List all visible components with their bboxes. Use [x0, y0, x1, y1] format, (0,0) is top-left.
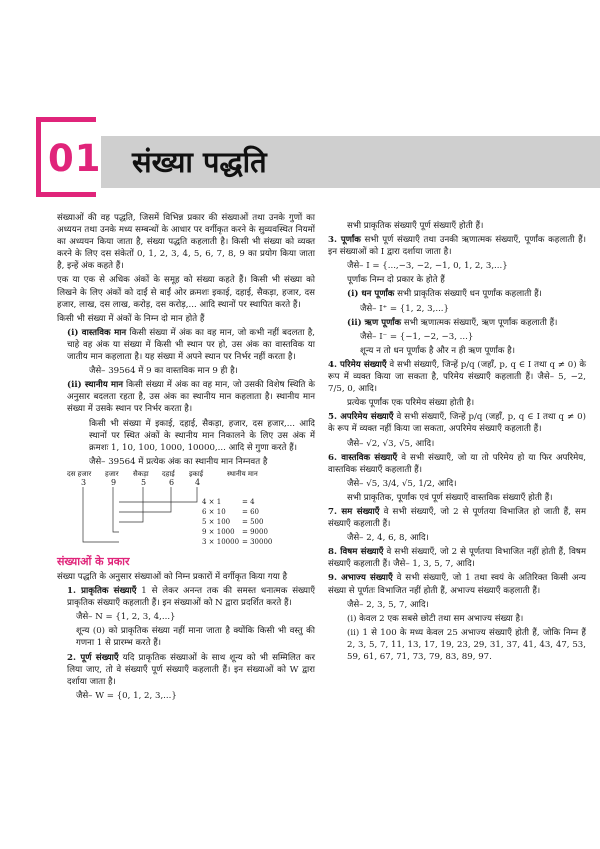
rational-numbers-label: 4. परिमेय संख्याएँ — [328, 359, 387, 370]
integers-label: 3. पूर्णांक — [328, 235, 361, 246]
even-numbers-text: वे सभी संख्याएँ, जो 2 से पूर्णतया विभाजित हो जाती हैं, सम संख्याएँ कहलाती हैं। — [328, 506, 587, 530]
real-numbers-note: सभी प्राकृतिक, पूर्णांक एवं पूर्ण संख्याएँ वास्तविक संख्याएँ होती हैं। — [347, 492, 553, 503]
prime-numbers-text: वे सभी संख्याएँ, जो 1 तथा स्वयं के अतिरिक्त किसी अन्य संख्या से पूर्णतः विभाजित नहीं होती हैं, अभाज्य संख्याएँ कहलाती हैं। — [328, 573, 586, 596]
negative-integers-label: (ii) ऋण पूर्णांक — [347, 317, 402, 328]
natural-numbers-label: 1. प्राकृतिक संख्याएँ — [67, 586, 137, 597]
prime-numbers-item — [328, 572, 586, 596]
right-column — [328, 220, 586, 665]
whole-numbers-item — [57, 652, 315, 688]
row-value: = 500 — [242, 517, 264, 526]
row-value: = 4 — [242, 497, 255, 506]
digit-6: 6 — [169, 477, 175, 487]
digit-3: 3 — [81, 477, 87, 487]
real-numbers-example: जैसे– √5, 3/4, √5, 1/2, आदि। — [347, 478, 457, 489]
negative-integers-text: सभी ऋणात्मक संख्याएँ, ऋण पूर्णांक कहलाती हैं। — [401, 317, 558, 328]
digit-5: 5 — [141, 477, 147, 487]
row-expr: 6 × 10 — [202, 507, 226, 516]
place-value-item — [57, 379, 315, 415]
natural-numbers-item — [57, 585, 315, 609]
chapter-title: संख्या पद्धति — [132, 145, 267, 179]
intro-paragraph: संख्याओं की वह पद्धति, जिसमें विभिन्न प्रकार की संख्याओं तथा उनके गुणों का अध्ययन तथा उनके मध्य सम्बन्धों के आधार पर वर्गीकृत करने के सुव्यवस्थित नियमों का अध्ययन किया जाता है, संख्या पद्धति कहलाती है। किसी भी संख्या को व्यक्त करने के लिए दस संकेतों 0, 1, 2, 3, 4, 5, 6, 7, 8, 9 का प्रयोग किया जाता है, इन्हें अंक कहते हैं। — [57, 213, 315, 272]
number-definition-paragraph: एक या एक से अधिक अंकों के समूह को संख्या कहते हैं। किसी भी संख्या को लिखने के लिए अंकों को दाईं से बाईं ओर क्रमशः इकाई, दहाई, सैकड़ा, हजार, दस हजार, लाख, दस लाख, करोड़, दस करोड़,... आदि स्थानों पर स्थापित करते हैं। — [57, 275, 315, 310]
odd-numbers-label: 8. विषम संख्याएँ — [328, 547, 384, 558]
even-numbers-label: 7. सम संख्याएँ — [328, 506, 380, 517]
zero-note: शून्य न तो धन पूर्णांक है और न ही ऋण पूर्णांक है। — [360, 345, 515, 356]
face-value-text: किसी संख्या में अंक का वह मान, जो कभी नहीं बदलता है, चाहे वह अंक या संख्या में किसी भी स्थान पर हो, उस अंक का वास्तविक या जातीय मान कहलाता है। यह संख्या में अपने स्थान पर निर्भर नहीं करता है। — [67, 327, 315, 363]
rational-numbers-text: वे सभी संख्याएँ, जिन्हें p/q (जहाँ, p, q ∈ I तथा q ≠ 0) के रूप में व्यक्त किया जा सकता है, परिमेय संख्याएँ कहलाती हैं। जैसे– 5, −2, 7/5, 0, आदि। — [328, 359, 586, 395]
whole-numbers-label: 2. पूर्ण संख्याएँ — [67, 652, 119, 663]
face-value-label: (i) वास्तविक मान — [67, 327, 127, 338]
digit-4: 4 — [195, 477, 201, 487]
positive-integers-item — [328, 288, 586, 300]
whole-numbers-note: सभी प्राकृतिक संख्याएँ पूर्ण संख्याएँ होती हैं। — [347, 221, 484, 231]
header-unit: इकाई — [189, 469, 204, 478]
positive-integers-text: सभी प्राकृतिक संख्याएँ धन पूर्णांक कहलाती हैं। — [394, 289, 542, 300]
row-value: = 9000 — [242, 527, 268, 536]
types-intro: संख्या पद्धति के अनुसार संख्याओं को निम्न प्रकारों में वर्गीकृत किया गया है — [57, 571, 288, 582]
integers-item — [328, 234, 586, 258]
face-value-example: जैसे– 39564 में 9 का वास्तविक मान 9 ही है। — [89, 366, 238, 377]
rational-numbers-item — [328, 359, 586, 395]
natural-numbers-example: जैसे– N = {1, 2, 3, 4,...} — [76, 612, 176, 623]
integers-types: पूर्णांक निम्न दो प्रकार के होते हैं — [347, 275, 445, 286]
place-value-text: किसी संख्या में अंक का वह मान, जो उसकी विशेष स्थिति के अनुसार बदलता रहता है, उस अंक का स्थानीय मान कहलाता है। स्थानीय मान संख्या में उसके स्थान पर निर्भर करता है। — [67, 380, 315, 415]
prime-numbers-example: जैसे– 2, 3, 5, 7, आदि। — [347, 599, 429, 610]
even-numbers-item — [328, 506, 586, 530]
integers-example: जैसे– I = {...,−3, −2, −1, 0, 1, 2, 3,...} — [347, 261, 508, 272]
odd-numbers-item — [328, 546, 586, 570]
real-numbers-item — [328, 452, 586, 476]
row-expr: 5 × 100 — [202, 517, 231, 526]
row-expr: 3 × 10000 — [202, 537, 240, 546]
irrational-numbers-label: 5. अपरिमेय संख्याएँ — [328, 412, 394, 423]
real-numbers-text: वे सभी संख्याएँ, जो या तो परिमेय हो या फिर अपरिमेय, वास्तविक संख्याएँ कहलाती हैं। — [328, 452, 586, 475]
types-heading: संख्याओं के प्रकार — [57, 554, 130, 568]
even-numbers-example: जैसे– 2, 4, 6, 8, आदि। — [347, 533, 429, 544]
face-value-item — [57, 327, 315, 363]
row-value: = 30000 — [242, 537, 273, 546]
real-numbers-label: 6. वास्तविक संख्याएँ — [328, 452, 398, 463]
whole-numbers-example: जैसे– W = {0, 1, 2, 3,...} — [76, 690, 177, 701]
prime-numbers-point-2: (ii) 1 से 100 के मध्य केवल 25 अभाज्य संख्याएँ होती हैं, जोकि निम्न हैं 2, 3, 5, 7, 11, 13, 17, 19, 23, 29, 31, 37, 41, 43, 47, 53, 59, 61, 67, 71, 73, 79, 83, 89, 97. — [347, 627, 586, 662]
negative-integers-item — [328, 317, 586, 329]
digit-9: 9 — [111, 477, 117, 487]
irrational-numbers-text: वे सभी संख्याएँ, जिन्हें p/q (जहाँ, p, q ∈ I तथा q ≠ 0) के रूप में व्यक्त नहीं किया जा सकता, अपरिमेय संख्याएँ कहलाती हैं। — [328, 412, 586, 435]
natural-numbers-note: शून्य (0) को प्राकृतिक संख्या नहीं माना जाता है क्योंकि किसी भी वस्तु की गणना 1 से प्रारम्भ करते हैं। — [76, 626, 315, 649]
chapter-number: 01 — [48, 137, 102, 180]
positive-integers-example: जैसे– I⁺ = {1, 2, 3,...} — [360, 303, 450, 314]
odd-numbers-text: वे सभी संख्याएँ, जो 2 से पूर्णतया विभाजित नहीं होती हैं, विषम संख्याएँ कहलाती हैं। जैसे– 1, 3, 5, 7, आदि। — [328, 547, 586, 570]
prime-numbers-point-1: (i) केवल 2 एक सबसे छोटी तथा सम अभाज्य संख्या है। — [347, 613, 524, 624]
integers-text: सभी पूर्ण संख्याएँ तथा उनकी ऋणात्मक संख्याएँ, पूर्णांक कहलाती हैं। इन संख्याओं को I द्वारा दर्शाया जाता है। — [328, 235, 586, 258]
place-value-diagram — [57, 470, 315, 546]
prime-numbers-label: 9. अभाज्य संख्याएँ — [328, 573, 393, 584]
header-hundred: सैकड़ा — [133, 469, 149, 478]
header-thousand: हजार — [105, 469, 119, 478]
positive-integers-label: (i) धन पूर्णांक — [347, 289, 395, 300]
place-value-example: जैसे– 39564 में प्रत्येक अंक का स्थानीय मान निम्नवत है — [89, 456, 268, 467]
header-ten-thousand: दस हजार — [67, 469, 92, 478]
row-expr: 9 × 1000 — [202, 527, 235, 536]
negative-integers-example: जैसे– I⁻ = {−1, −2, −3, ...} — [360, 331, 474, 342]
row-value: = 60 — [242, 507, 259, 516]
place-value-label: (ii) स्थानीय मान — [67, 380, 124, 391]
row-expr: 4 × 1 — [202, 497, 222, 506]
header-place-value: स्थानीय मान — [227, 469, 258, 478]
irrational-numbers-example: जैसे– √2, √3, √5, आदि। — [347, 438, 435, 449]
header-ten: दहाई — [162, 469, 175, 478]
irrational-numbers-item — [328, 411, 586, 435]
rational-numbers-note: प्रत्येक पूर्णांक एक परिमेय संख्या होती है। — [347, 398, 475, 409]
left-column — [57, 212, 315, 704]
place-value-connector-lines — [57, 470, 315, 546]
two-values-line: किसी भी संख्या में अंकों के निम्न दो मान होते हैं — [57, 313, 205, 324]
natural-numbers-text: 1 से लेकर अनन्त तक की समस्त धनात्मक संख्याएँ प्राकृतिक संख्याएँ कहलाती हैं। इन संख्याओं को N द्वारा प्रदर्शित करते हैं। — [67, 586, 315, 609]
whole-numbers-text: यदि प्राकृतिक संख्याओं के साथ शून्य को भी सम्मिलित कर लिया जाए, तो वे संख्याएँ पूर्ण संख्याएँ कहलाती हैं। इन संख्याओं को W द्वारा दर्शाया जाता है। — [67, 652, 315, 687]
place-value-text-2: किसी भी संख्या में इकाई, दहाई, सैकड़ा, हजार, दस हजार,... आदि स्थानों पर स्थित अंकों के स्थानीय मान निकालने के लिए उस अंक में क्रमशः 1, 10, 100, 1000, 10000,... आदि से गुणा करते हैं। — [89, 418, 315, 453]
